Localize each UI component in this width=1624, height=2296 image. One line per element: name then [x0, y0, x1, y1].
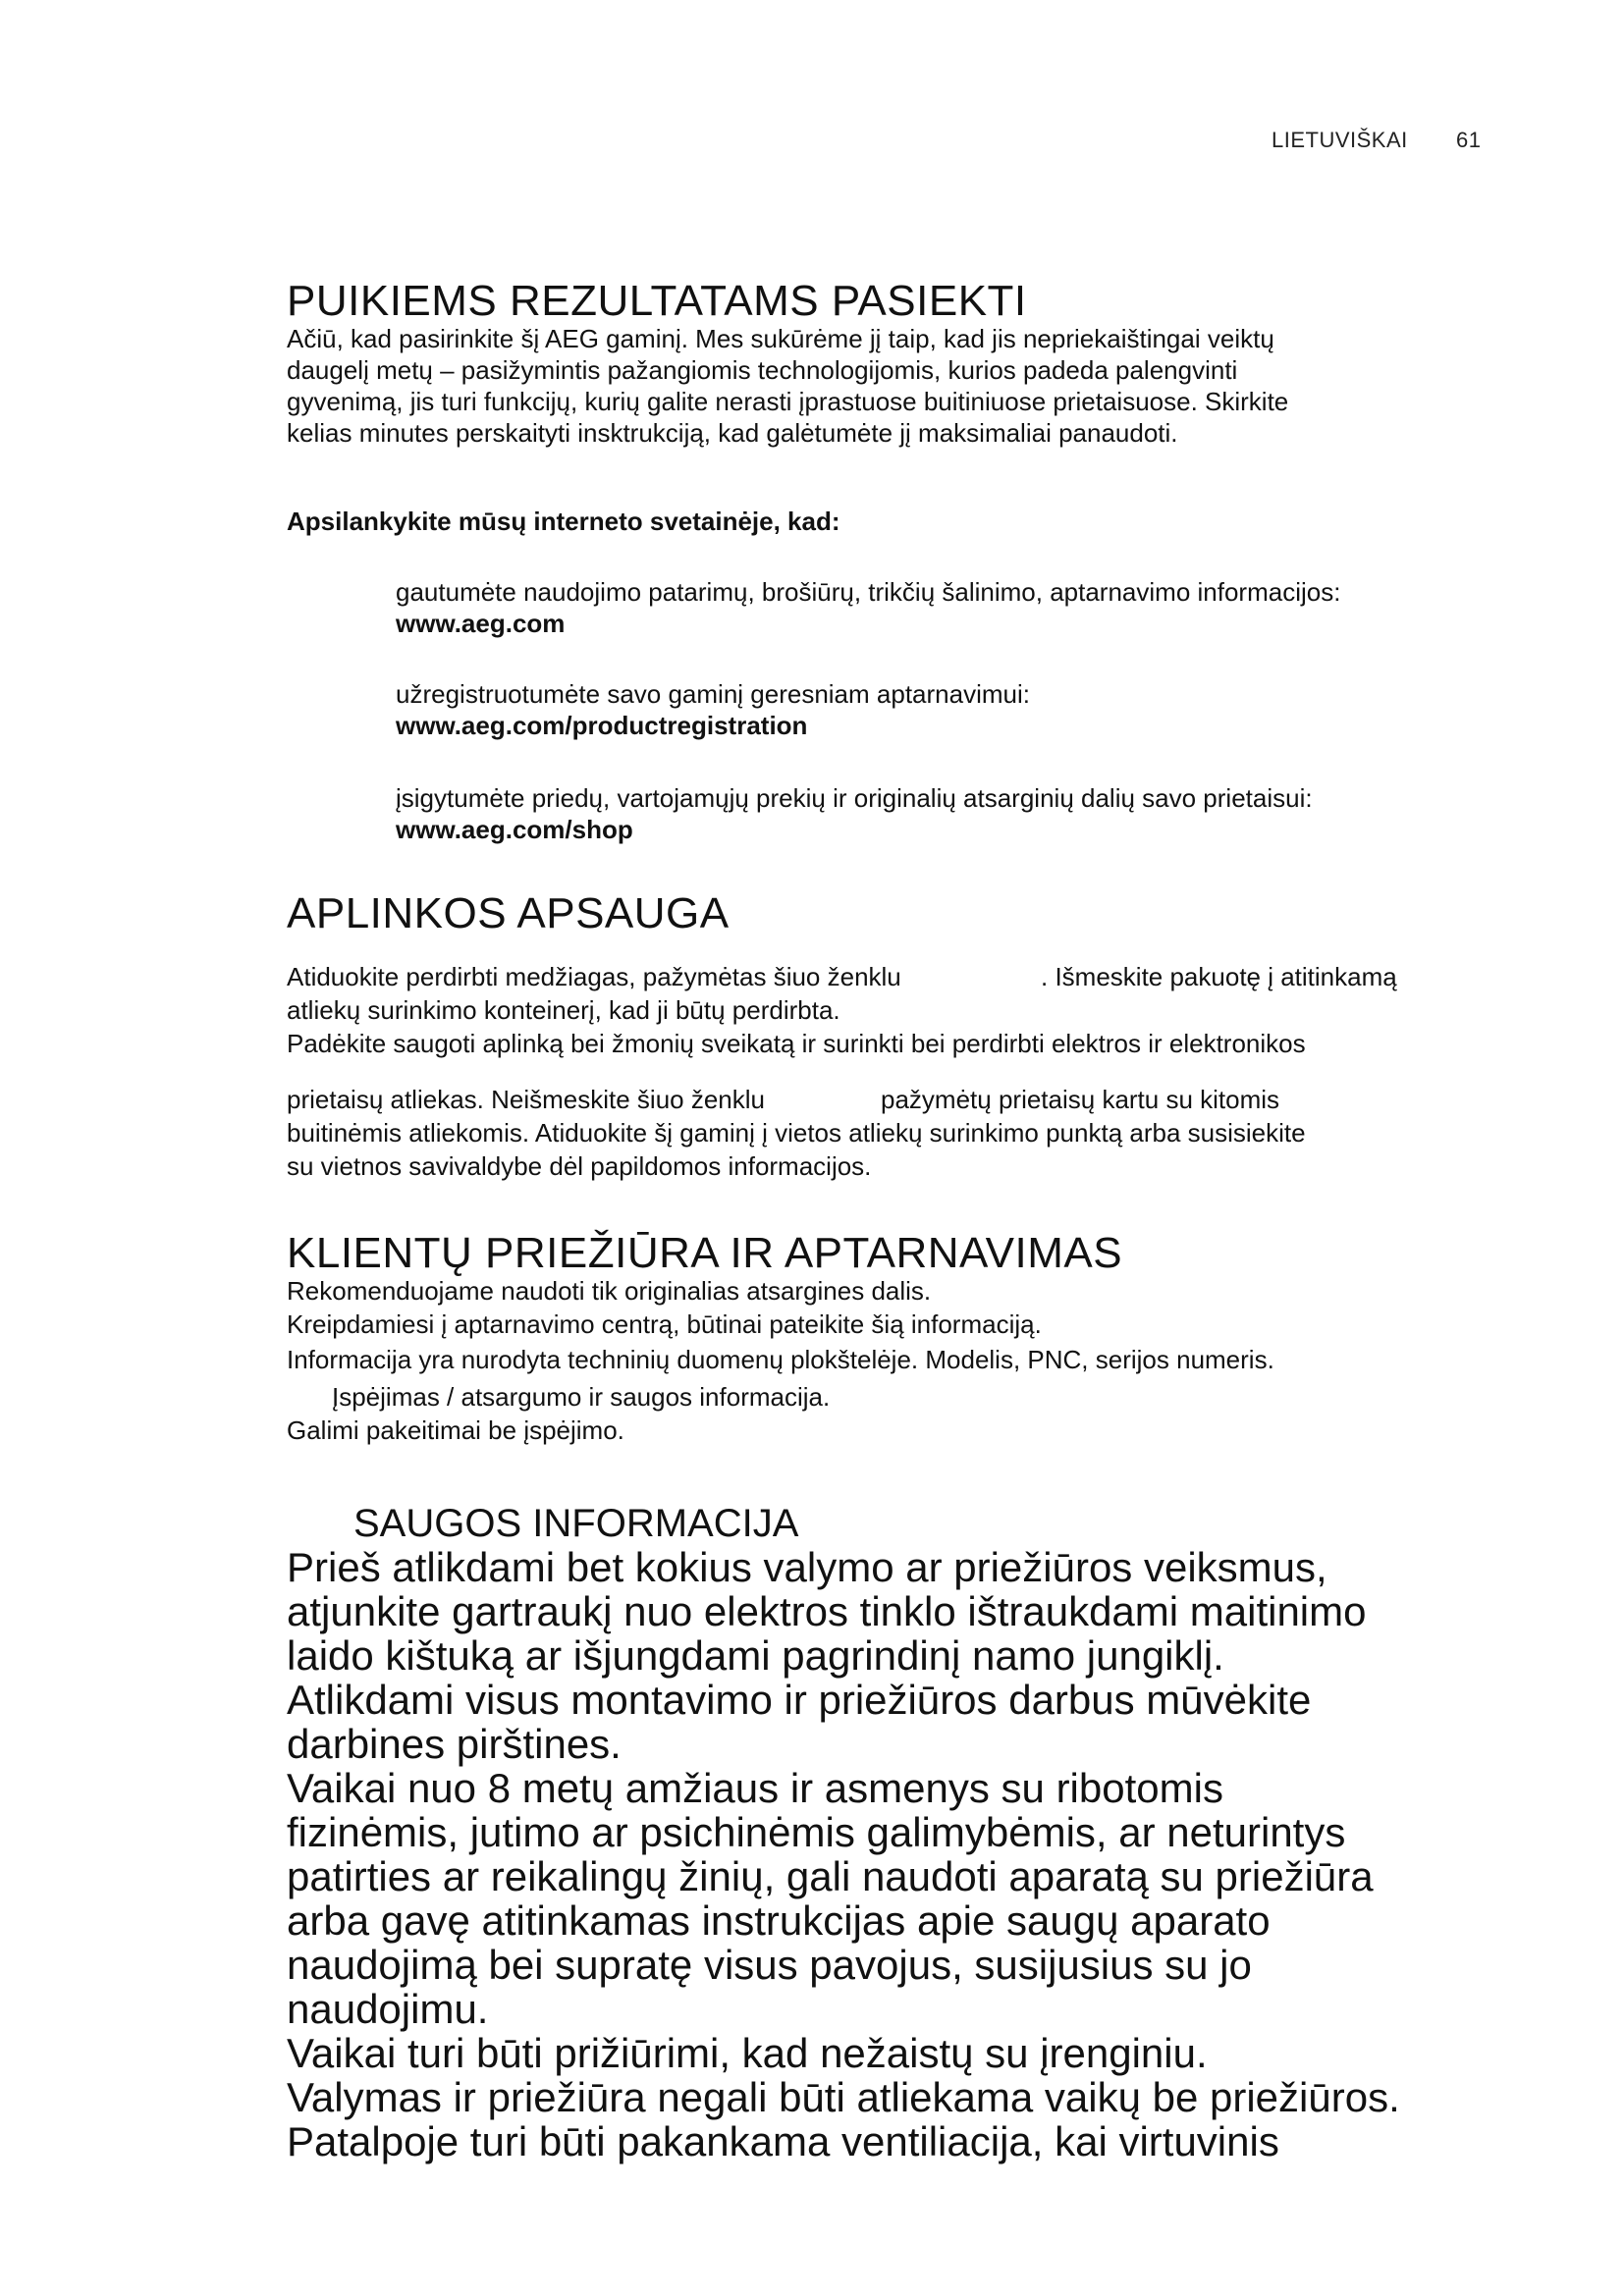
- environment-line: . Išmeskite pakuotę į atitinkamą: [1041, 962, 1397, 991]
- safety-line: naudojimu.: [287, 1986, 489, 2032]
- intro-line: kelias minutes perskaityti insktrukciją, kad galėtumėte jį maksimaliai panaudoti.: [287, 418, 1178, 448]
- header-language: LIETUVIŠKAI: [1272, 128, 1408, 152]
- intro-paragraph: [287, 323, 1288, 449]
- intro-line: gyvenimą, jis turi funkcijų, kurių galite nerasti įprastuose buitiniuose prietaisuose. Skirkite: [287, 387, 1289, 416]
- safety-line: Patalpoje turi būti pakankama ventiliacija, kai virtuvinis: [287, 2118, 1279, 2164]
- safety-text: [287, 1545, 1400, 2163]
- link-item: [396, 576, 1340, 639]
- environment-line: su vietnos savivaldybe dėl papildomos informacijos.: [287, 1151, 872, 1181]
- safety-line: laido kištuką ar išjungdami pagrindinį namo jungiklį.: [287, 1632, 1224, 1679]
- environment-line: buitinėmis atliekomis. Atiduokite šį gaminį į vietos atliekų surinkimo punktą arba susisiekite: [287, 1118, 1306, 1148]
- environment-title: APLINKOS APSAUGA: [287, 889, 730, 937]
- safety-line: Vaikai nuo 8 metų amžiaus ir asmenys su ribotomis: [287, 1765, 1223, 1811]
- link-item: [396, 782, 1313, 845]
- warning-line: Įspėjimas / atsargumo ir saugos informacija.: [332, 1382, 831, 1412]
- warning-symbol-icon: [287, 1382, 316, 1410]
- safety-line: Valymas ir priežiūra negali būti atliekama vaikų be priežiūros.: [287, 2074, 1400, 2120]
- environment-line: atliekų surinkimo konteinerį, kad ji būtų perdirbta.: [287, 995, 840, 1025]
- safety-line: arba gavę atitinkamas instrukcijas apie saugų aparato: [287, 1897, 1271, 1944]
- safety-line: Atlikdami visus montavimo ir priežiūros darbus mūvėkite: [287, 1677, 1312, 1723]
- customer-care-line: Informacija yra nurodyta techninių duomenų plokštelėje. Modelis, PNC, serijos numeris.: [287, 1345, 1274, 1374]
- environment-line: Atiduokite perdirbti medžiagas, pažymėtas šiuo ženklu: [287, 962, 901, 991]
- link-url[interactable]: www.aeg.com/productregistration: [396, 711, 808, 740]
- link-description: gautumėte naudojimo patarimų, brošiūrų, trikčių šalinimo, aptarnavimo informacijos:: [396, 577, 1341, 607]
- intro-line: daugelį metų – pasižymintis pažangiomis technologijomis, kurios padeda palengvinti: [287, 355, 1238, 385]
- safety-line: naudojimą bei supratę visus pavojus, susijusius su jo: [287, 1942, 1252, 1988]
- safety-title: SAUGOS INFORMACIJA: [353, 1502, 799, 1545]
- safety-line: Prieš atlikdami bet kokius valymo ar priežiūros veiksmus,: [287, 1544, 1327, 1590]
- link-item: [396, 678, 1030, 741]
- environment-line: prietaisų atliekas. Neišmeskite šiuo ženklu: [287, 1085, 765, 1114]
- customer-care-line: Kreipdamiesi į aptarnavimo centrą, būtinai pateikite šią informaciją.: [287, 1309, 1042, 1339]
- weee-bin-symbol-icon: [839, 1080, 871, 1115]
- environment-line: pažymėtų prietaisų kartu su kitomis: [881, 1085, 1280, 1114]
- safety-line: atjunkite gartraukį nuo elektros tinklo ištraukdami maitinimo: [287, 1588, 1367, 1634]
- environment-line: Padėkite saugoti aplinką bei žmonių sveikatą ir surinkti bei perdirbti elektros ir elektronikos: [287, 1029, 1306, 1058]
- link-url[interactable]: www.aeg.com/shop: [396, 815, 633, 844]
- changes-line: Galimi pakeitimai be įspėjimo.: [287, 1415, 624, 1445]
- link-url[interactable]: www.aeg.com: [396, 609, 566, 638]
- safety-line: patirties ar reikalingų žinių, gali naudoti aparatą su priežiūra: [287, 1853, 1374, 1899]
- link-description: užregistruotumėte savo gaminį geresniam aptarnavimui:: [396, 679, 1030, 709]
- link-description: įsigytumėte priedų, vartojamųjų prekių ir originalių atsarginių dalių savo prietaisui:: [396, 783, 1313, 813]
- customer-care-title: KLIENTŲ PRIEŽIŪRA IR APTARNAVIMAS: [287, 1229, 1123, 1277]
- customer-care-line: Rekomenduojame naudoti tik originalias atsargines dalis.: [287, 1276, 932, 1306]
- visit-heading: Apsilankykite mūsų interneto svetainėje, kad:: [287, 507, 840, 536]
- safety-line: fizinėmis, jutimo ar psichinėmis galimybėmis, ar neturintys: [287, 1809, 1346, 1855]
- safety-line: Vaikai turi būti prižiūrimi, kad nežaistų su įrenginiu.: [287, 2030, 1208, 2076]
- safety-line: darbines pirštines.: [287, 1721, 622, 1767]
- intro-line: Ačiū, kad pasirinkite šį AEG gaminį. Mes sukūrėme jį taip, kad jis nepriekaištingai veiktų: [287, 324, 1274, 353]
- recycling-symbol-icon: [1003, 964, 1033, 991]
- page-number: 61: [1456, 128, 1482, 152]
- intro-title: PUIKIEMS REZULTATAMS PASIEKTI: [287, 277, 1027, 325]
